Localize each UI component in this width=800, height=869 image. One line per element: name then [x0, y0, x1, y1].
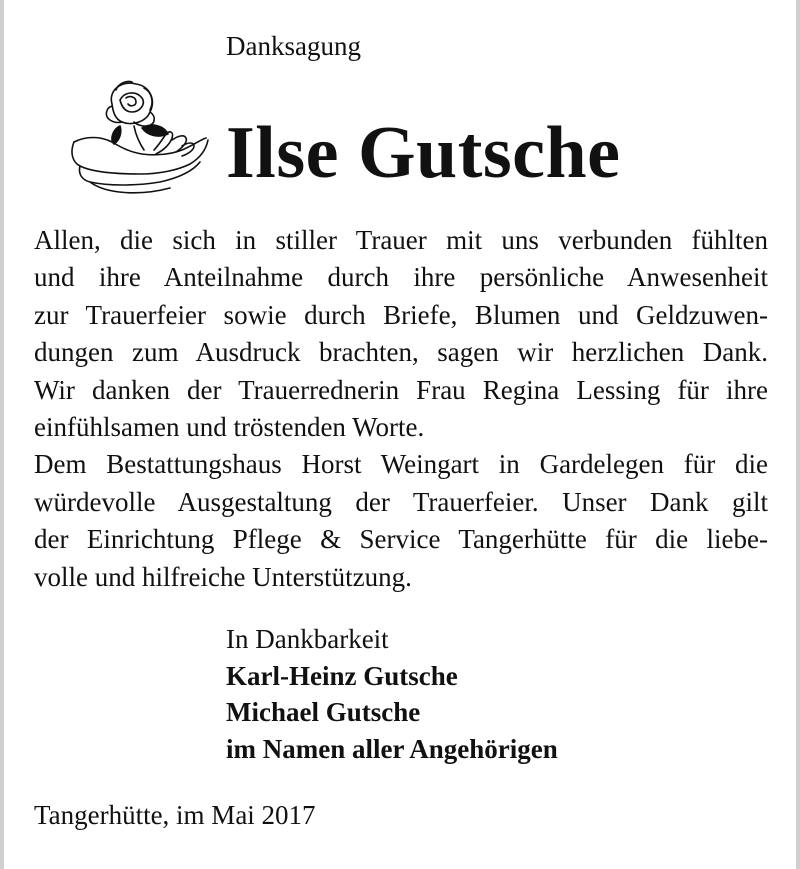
signer-group: im Namen aller Angehörigen	[226, 733, 558, 764]
text-line: einfühlsamen und tröstenden Worte.	[34, 412, 425, 443]
text-line: der Einrichtung Pflege & Service Tangerhütte für die liebe-	[34, 524, 768, 555]
notice-heading: Danksagung	[226, 31, 361, 61]
rose-in-hands-icon	[60, 70, 220, 200]
text-line: Allen, die sich in stiller Trauer mit uns verbunden fühlten	[34, 225, 768, 255]
text-line: volle und hilfreiche Unterstützung.	[34, 561, 412, 592]
signoff-block	[226, 621, 558, 767]
thank-you-text	[34, 222, 768, 596]
text-line: zur Trauerfeier sowie durch Briefe, Blumen und Geldzuwen-	[34, 299, 768, 330]
text-line: dungen zum Ausdruck brachten, sagen wir herzlichen Dank.	[34, 337, 768, 368]
text-line: Wir danken der Trauerrednerin Frau Regina Lessing für ihre	[34, 374, 768, 405]
signer-name: Karl-Heinz Gutsche	[226, 660, 458, 691]
text-line: würdevolle Ausgestaltung der Trauerfeier. Unser Dank gilt	[34, 486, 768, 517]
text-line: und ihre Anteilnahme durch ihre persönliche Anwesenheit	[34, 262, 768, 293]
deceased-name: Ilse Gutsche	[226, 112, 621, 194]
right-border	[796, 0, 800, 869]
left-border	[0, 0, 4, 869]
place-and-date: Tangerhütte, im Mai 2017	[34, 800, 316, 830]
signoff-intro: In Dankbarkeit	[226, 624, 389, 654]
text-line: Dem Bestattungshaus Horst Weingart in Gardelegen für die	[34, 449, 768, 480]
signer-name: Michael Gutsche	[226, 697, 421, 727]
